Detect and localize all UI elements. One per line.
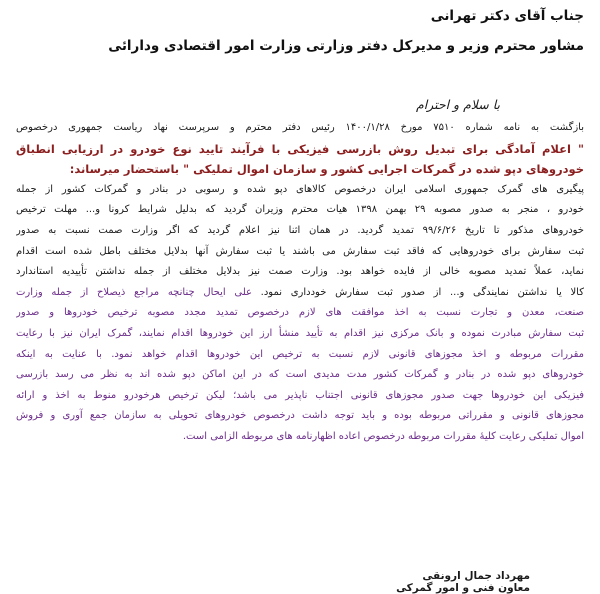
paragraph-line-mixed (16, 283, 584, 304)
purple-line: مقررات مربوطه و اخذ مجوزهای قانونی لازم نسبت به ترخیص این خودروها اقدام خواهد نمود. با عنایت به اینکه (16, 348, 584, 360)
reference-line: بازگشت به نامه شماره ۷۵۱۰ مورخ ۱۴۰۰/۱/۲۸ رئیس دفتر محترم و سرپرست نهاد ریاست جمهوری درخصوص (16, 122, 584, 133)
paragraph-line: خودروهای مذکور تا تاریخ ۹۹/۶/۲۶ تمدید گردید. در همان اثنا نیز اعلام گردید که اگر وزارت صمت نسبت به صدور (16, 224, 584, 236)
recipient-name: جناب آقای دکتر تهرانی (430, 8, 584, 24)
signatory-name: مهرداد جمال ارونقی (422, 570, 530, 582)
subject-line-1: " اعلام آمادگی برای تبدیل روش بازرسی فیزیکی با فرآیند تایید نوع خودرو در ارزیابی انطباق (16, 141, 584, 156)
purple-line: ثبت سفارش مبادرت نموده و بانک مرکزی نیز اقدام به تأیید منشأ ارز این خودروها اقدام نمایند، گمرک ایران نیز با رعایت (16, 327, 584, 339)
purple-text-start: علی ایحال چنانچه مراجع ذیصلاح از جمله وزارت (16, 286, 252, 298)
subject-line-2: خودروهای دپو شده در گمرکات اجرایی کشور و سازمان اموال تملیکی " باستحضار میرساند: (69, 162, 584, 177)
purple-line: مجوزهای قانونی و مقرراتی مربوطه بوده و باید توجه داشت درخصوص خودروهای تحویلی به سازمان جمع آوری و فروش (16, 410, 584, 422)
paragraph-line: پیگیری های گمرک جمهوری اسلامی ایران درخصوص کالاهای دپو شده و رسوبی در بنادر و گمرکات کشور از جمله (16, 183, 584, 195)
letter-body (16, 118, 584, 448)
purple-line: فیزیکی این خودروها جهت صدور مجوزهای قانونی اجتناب ناپذیر می باشد؛ لیکن ترخیص هرخودرو منوط به اخذ و ارائه (16, 389, 584, 401)
purple-line: خودروهای دپو شده در بنادر و گمرکات کشور مدت مدیدی است که در این اماکن دپو شده اند به نظر می رسد بازرسی (16, 369, 584, 381)
recipient-title: مشاور محترم وزیر و مدیرکل دفتر وزارتی وزارت امور اقتصادی ودارائی (108, 38, 584, 54)
paragraph-line: کالا یا نداشتن نمایندگی و... از صدور ثبت سفارش خودداری نمود. (260, 286, 584, 298)
greeting: با سلام و احترام (416, 97, 500, 112)
purple-line: اموال تملیکی رعایت کلیهٔ مقررات مربوطه درخصوص اعاده اظهارنامه های مربوطه الزامی است. (182, 430, 584, 442)
purple-line: صنعت، معدن و تجارت نسبت به اخذ موافقت های لازم درخصوص تمدید مجدد مصوبه ترخیص خودروها و صدور (16, 307, 584, 319)
signatory-title: معاون فنی و امور گمرکی (396, 582, 530, 594)
paragraph-line: خودرو ، منجر به صدور مصوبه ۲۹ بهمن ۱۳۹۸ هیات محترم وزیران گردید که بدلیل شرایط کرونا و... مهلت ترخیص (16, 204, 584, 216)
signature-block (396, 570, 530, 594)
paragraph-line: نماید، عملاً تمدید مصوبه خالی از فایده خواهد بود. وزارت صمت نیز بدلایل مختلف از جمله نداشتن تأییدیه استاندارد (16, 266, 584, 278)
paragraph-line: ثبت سفارش برای خودروهایی که فاقد ثبت سفارش می باشند یا ثبت سفارش آنها بدلایل مختلف باطل شده است اقدام (16, 245, 584, 257)
